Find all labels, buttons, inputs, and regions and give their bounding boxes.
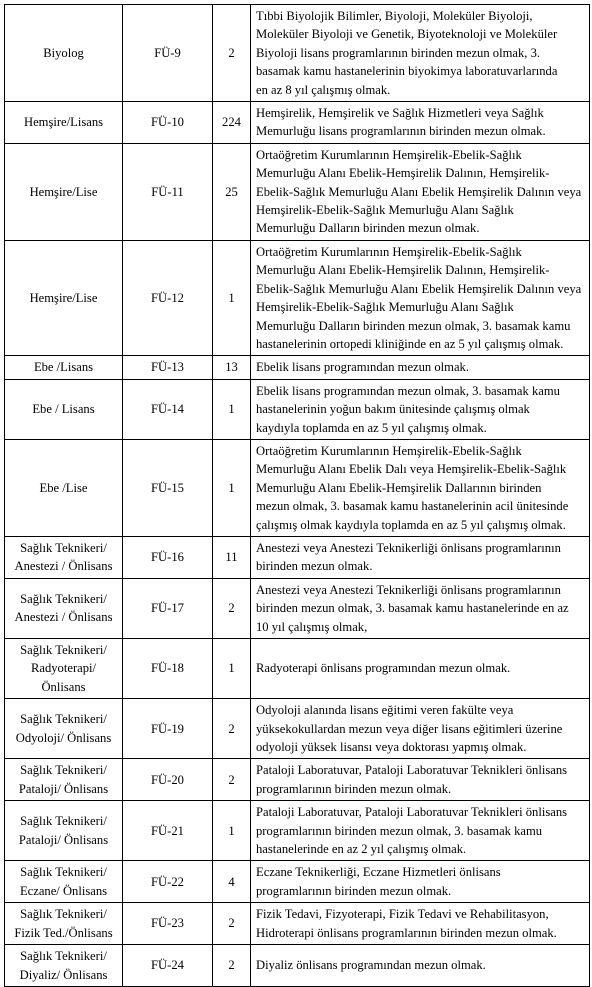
requirement-line: Biyoloji lisans programlarının birinden mezun olmak, 3. [256,45,541,60]
position-title-line: Sağlık Teknikeri/ [20,865,107,880]
table-row [5,102,590,144]
position-requirements-cell [251,699,590,759]
requirement-line: Ortaöğretim Kurumlarının Hemşirelik-Ebelik-Sağlık [256,147,522,162]
position-requirements-cell [251,143,590,240]
position-title-cell [5,699,123,759]
position-title-line: Diyaliz/ Önlisans [19,967,108,982]
position-title-line: Anestezi / Önlisans [14,610,113,625]
requirement-line: Eczane Teknikerliği, Eczane Hizmetleri önlisans [256,865,501,880]
position-title-cell [5,102,123,144]
requirement-line: Memurluğu Alanı Ebelik-Hemşirelik Dallarının birinden [256,480,542,495]
position-title-line: Sağlık Teknikeri/ [20,643,107,657]
requirement-line: Moleküler Biyoloji ve Genetik, Biyoteknoloji ve Moleküler [256,27,558,42]
table-row [5,945,590,987]
position-title-cell [5,801,123,861]
table-row [5,801,590,861]
position-title-cell [5,5,123,102]
table-row [5,759,590,801]
requirement-line: birinden mezun olmak. [256,559,373,574]
requirement-line: Ebelik-Sağlık Memurluğu Alanı Ebelik Hemşirelik Dalının veya [256,184,582,199]
requirement-line: Ortaöğretim Kurumlarının Hemşirelik-Ebelik-Sağlık [256,443,522,458]
position-requirements-cell [251,759,590,801]
requirement-line: Ebelik lisans programından mezun olmak. [256,360,469,375]
requirement-line: hastanelerinin ortopedi kliniğinde en az 5 yıl çalışmış olmak. [256,336,564,351]
table-row [5,536,590,578]
position-title-line: Sağlık Teknikeri/ [20,712,107,727]
requirement-line: Ebelik lisans programından mezun olmak, 3. basamak kamu [256,383,560,398]
position-title-line: Pataloji/ Önlisans [18,832,109,847]
position-code-cell: FÜ-11 [123,143,213,240]
requirement-line: Fizik Tedavi, Fizyoterapi, Fizik Tedavi ve Rehabilitasyon, [256,907,549,922]
position-code-cell: FÜ-22 [123,861,213,903]
requirement-line: birinden mezun olmak, 3. basamak kamu hastanelerinde en az [256,601,569,616]
requirement-line: Memurluğu Alanı Ebelik Dalı veya Hemşirelik-Ebelik-Sağlık [256,462,567,477]
position-count-cell: 1 [213,240,251,355]
position-title-cell [5,861,123,903]
position-title-cell [5,356,123,379]
position-title-cell [5,903,123,945]
requirement-line: Hemşirelik-Ebelik-Sağlık Memurluğu Alanı Sağlık [256,300,514,315]
position-count-cell: 1 [213,439,251,536]
position-title-line: Sağlık Teknikeri/ [20,540,107,555]
position-code-cell: FÜ-18 [123,639,213,699]
requirement-line: en az 8 yıl çalışmış olmak. [256,82,391,97]
requirement-line: hastanelerinin yoğun bakım ünitesinde çalışmış olmak [256,402,530,417]
requirement-line: yüksekokullardan mezun veya diğer lisans eğitimleri üzerine [256,721,563,736]
position-title-line: Radyoterapi/ Önlisans [30,661,97,694]
position-title-cell [5,639,123,699]
requirement-line: Memurluğu Dalların birinden mezun olmak. [256,221,480,236]
position-count-cell: 224 [213,102,251,144]
table-row [5,639,590,699]
position-title-line: Eczane/ Önlisans [19,883,108,898]
position-count-cell: 2 [213,578,251,638]
requirement-line: 10 yıl çalışmış olmak, [256,619,368,634]
table-row [5,379,590,439]
position-title-line: Sağlık Teknikeri/ [20,949,107,964]
position-requirements-cell [251,356,590,379]
position-requirements-cell [251,903,590,945]
position-count-cell: 2 [213,903,251,945]
position-title-cell [5,143,123,240]
position-title-cell [5,536,123,578]
requirement-line: Ortaöğretim Kurumlarının Hemşirelik-Ebelik-Sağlık [256,244,522,259]
position-title-line: Anestezi / Önlisans [14,559,113,574]
position-requirements-cell [251,578,590,638]
requirement-line: Hidroterapi önlisans programlarının birinden mezun olmak. [256,925,557,940]
position-code-cell: FÜ-19 [123,699,213,759]
requirement-line: programlarının birinden mezun olmak. [256,781,452,796]
position-title-line: Sağlık Teknikeri/ [20,814,107,829]
position-count-cell: 2 [213,945,251,987]
position-code-cell: FÜ-20 [123,759,213,801]
position-title-line: Hemşire/Lisans [23,115,104,130]
position-count-cell: 4 [213,861,251,903]
requirement-line: Memurluğu Alanı Ebelik-Hemşirelik Dalının, Hemşirelik- [256,166,550,181]
requirement-line: Hemşirelik-Ebelik-Sağlık Memurluğu Alanı Sağlık [256,203,514,218]
table-row [5,861,590,903]
position-code-cell: FÜ-12 [123,240,213,355]
position-code-cell: FÜ-21 [123,801,213,861]
position-code-cell: FÜ-14 [123,379,213,439]
requirement-line: Memurluğu lisans programlarının birinden mezun olmak. [256,124,546,139]
requirement-line: Tıbbi Biyolojik Bilimler, Biyoloji, Moleküler Biyoloji, [256,9,533,23]
requirement-line: kaydıyla toplamda en az 5 yıl çalışmış olmak. [256,420,487,435]
requirement-line: Anestezi veya Anestezi Teknikerliği önlisans programlarının [256,540,561,555]
table-row [5,143,590,240]
position-code-cell: FÜ-13 [123,356,213,379]
position-code-cell: FÜ-17 [123,578,213,638]
position-code-cell: FÜ-16 [123,536,213,578]
table-body [5,5,590,987]
position-count-cell: 2 [213,759,251,801]
position-title-line: Hemşire/Lise [29,184,98,199]
requirement-line: Pataloji Laboratuvar, Pataloji Laboratuvar Teknikleri önlisans [256,763,568,778]
position-requirements-cell [251,439,590,536]
position-title-line: Pataloji/ Önlisans [18,781,109,796]
requirement-line: çalışmış olmak kaydıyla toplamda en az 5 yıl çalışmış olmak. [256,517,566,532]
table-row [5,240,590,355]
requirement-line: Anestezi veya Anestezi Teknikerliği önlisans programlarının [256,582,561,597]
position-count-cell: 2 [213,5,251,102]
position-requirements-cell [251,102,590,144]
position-requirements-cell [251,5,590,102]
requirement-line: programlarının birinden mezun olmak, 3. basamak kamu [256,823,543,838]
position-count-cell: 11 [213,536,251,578]
position-requirements-cell [251,379,590,439]
position-table [4,4,590,987]
position-title-line: Odyoloji/ Önlisans [15,730,112,745]
position-requirements-cell [251,945,590,987]
requirement-line: Memurluğu Dalların birinden mezun olmak, 3. basamak kamu [256,318,571,333]
position-title-line: Ebe /Lisans [33,360,94,375]
position-title-line: Fizik Ted./Önlisans [14,925,113,940]
table-row [5,356,590,379]
requirement-line: Ebelik-Sağlık Memurluğu Alanı Ebelik Hemşirelik Dalının veya [256,281,582,296]
requirement-line: Radyoterapi önlisans programından mezun olmak. [256,661,511,676]
requirement-line: odyoloji yüksek lisansı veya doktorası yapmış olmak. [256,740,527,755]
requirement-line: Memurluğu Alanı Ebelik-Hemşirelik Dalının, Hemşirelik- [256,263,550,278]
requirement-line: Pataloji Laboratuvar, Pataloji Laboratuvar Teknikleri önlisans [256,805,568,820]
position-title-line: Biyolog [43,45,84,60]
position-title-cell [5,945,123,987]
position-requirements-cell [251,861,590,903]
position-title-line: Ebe /Lise [39,480,88,495]
table-row [5,903,590,945]
position-code-cell: FÜ-9 [123,5,213,102]
position-code-cell: FÜ-15 [123,439,213,536]
position-title-cell [5,240,123,355]
requirement-line: Odyoloji alanında lisans eğitimi veren fakülte veya [256,703,514,718]
requirement-line: hastanelerinde en az 2 yıl çalışmış olmak. [256,842,467,857]
position-count-cell: 1 [213,379,251,439]
position-requirements-cell [251,801,590,861]
table-row [5,699,590,759]
position-requirements-cell [251,536,590,578]
position-count-cell: 1 [213,801,251,861]
requirement-line: Hemşirelik, Hemşirelik ve Sağlık Hizmetleri veya Sağlık [256,106,544,121]
position-code-cell: FÜ-10 [123,102,213,144]
position-title-line: Sağlık Teknikeri/ [20,591,107,606]
position-count-cell: 25 [213,143,251,240]
position-title-cell [5,759,123,801]
position-requirements-cell [251,639,590,699]
position-title-line: Sağlık Teknikeri/ [20,907,107,922]
table-row [5,439,590,536]
position-code-cell: FÜ-24 [123,945,213,987]
requirement-line: Diyaliz önlisans programından mezun olmak. [256,958,486,973]
position-title-line: Sağlık Teknikeri/ [20,763,107,778]
position-count-cell: 2 [213,699,251,759]
position-count-cell: 13 [213,356,251,379]
requirement-line: mezun olmak, 3. basamak kamu hastanelerinin acil ünitesinde [256,499,569,514]
position-title-line: Hemşire/Lise [29,290,98,305]
table-row [5,5,590,102]
position-title-cell [5,439,123,536]
requirement-line: programlarının birinden mezun olmak. [256,883,452,898]
position-code-cell: FÜ-23 [123,903,213,945]
position-title-cell [5,578,123,638]
table-row [5,578,590,638]
position-title-line: Ebe / Lisans [32,402,95,417]
position-title-cell [5,379,123,439]
position-requirements-cell [251,240,590,355]
position-count-cell: 1 [213,639,251,699]
requirement-line: basamak kamu hastanelerinin biyokimya laboratuvarlarında [256,64,558,79]
